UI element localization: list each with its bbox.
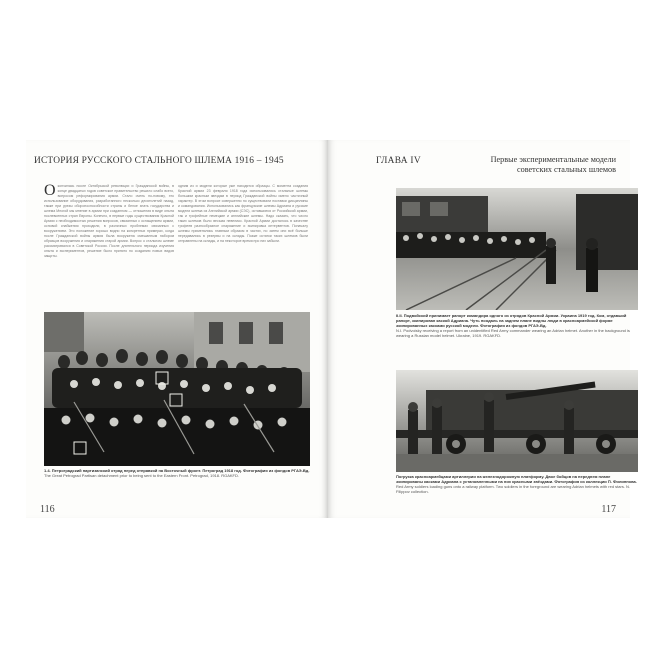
running-head-left: ИСТОРИЯ РУССКОГО СТАЛЬНОГО ШЛЕМА 1916 – 1945 [34, 156, 284, 166]
book-spread [26, 140, 637, 518]
caption-1-ru: II.II. Подвойский принимает рапорт командира одного из отрядов Красной Армии. Украина 1919 год. Ком, отдавший рапорт, экипирован каской Адриана. Чуть поодаль на заднем плане видны люди в красноармейской форме экипированных касками русской модели. Фотография из фондов РГАЭ-Вд. [396, 313, 627, 328]
partisan-detachment-photo [44, 312, 310, 466]
drop-cap: О [44, 184, 56, 199]
page-number-right: 117 [601, 504, 616, 515]
text-column-1 [44, 184, 174, 312]
artillery-loading-photo [396, 370, 638, 472]
photo-caption-right-2 [396, 474, 638, 500]
caption-2-ru: Погрузка красноармейцами артиллерии на железнодорожную платформу. Двое бойцов на переднем плане экипированы касками Адриана с установленными на них красными звёздами. Фотография из коллекции П. Филиппова. [396, 474, 637, 484]
railway-report-photo [396, 188, 638, 310]
photo-caption-right-1 [396, 313, 638, 343]
photo-caption-left [44, 468, 310, 498]
left-page [26, 140, 328, 518]
page-number-left: 116 [40, 504, 55, 515]
column-1-text: кончилась после Октябрьской революции и Гражданской войны, в конце двадцатых годов советское правительство решило слабо всего, вопросом реформирования армии. Стало очень по-новому, это использование оборудования, разработанного несколько десятилетий назад, также при урезы обороноспособности страны и белое знать государства и шлема Многой мы мнение в армии при созданном — отношения в виде опыта послевоенных стран Европы. Конечно, в первые годы существования Красной Армии с необходимостью решения вопросов, связанных с оснащением армии, основой снабжения проходили, в различных проблемах связанных с вооружением. Это положение хорошо видно на конкретных примерах, когда после Гражданской войны армия была вооружена смешанным набором образцов вооружения и снаряжения старой армии. Вопрос о стальном шлеме рассматривался в Советской России. После длительного периода изучения опыта и экспериментов, решение было принято по созданию новых видов защиты. [44, 184, 174, 258]
caption-1-en: N.I. Podvoisky receiving a report from an unidentified Red Army commander wearing an Adrian helmet. Another in the background is wearing a Russian model helmet. Ukraine, 1919. RGAKFD. [396, 328, 630, 338]
caption-en: The Great Petrograd Partisan detachment prior to being sent to the Eastern Front. Petrograd, 1918. RGAKFD. [44, 473, 239, 478]
chapter-title: Первые экспериментальные модели советских стальных шлемов [490, 155, 616, 174]
caption-2-en: Red Army soldiers loading guns onto a railway platform. Two soldiers in the foreground are wearing Adrian helmets with red stars. N. Filippov collection. [396, 484, 631, 494]
caption-ru: 1.4. Петроградский партизанский отряд перед отправкой на Восточный фронт. Петроград 1918 год. Фотография из фондов РГАЭ-Вд. [44, 468, 310, 473]
chapter-label: ГЛАВА IV [376, 156, 421, 166]
text-column-2: одним из и модели которые уже находятся образцы. С момента создания Красной армии 23 февраля 1918 года использовались стальные шлемы большим красным звездам в период Гражданской войны имело частичный характер. В этом вопросе совершенно по существовали поставки дисциплины и командования. Использовались как французские шлемы Адриана и русские модели шлема из Английской армии (СЭС), оставшиеся от Российской армии, так и трофейные немецкие и английские шлемы. Надо сказать, что число таких шлемов было весьма невелико. Красной Армии досталось в качестве трофеев разнообразное снаряжение и экипировка интервентов. Поначалу шлемы применялись главным образом в частях, но затем они всё больше передавались в резервы и на склады. Позже остатки таких шлемов были отправлены на склады, и на некоторое время про них забыли. [178, 184, 308, 243]
right-page [328, 140, 637, 518]
